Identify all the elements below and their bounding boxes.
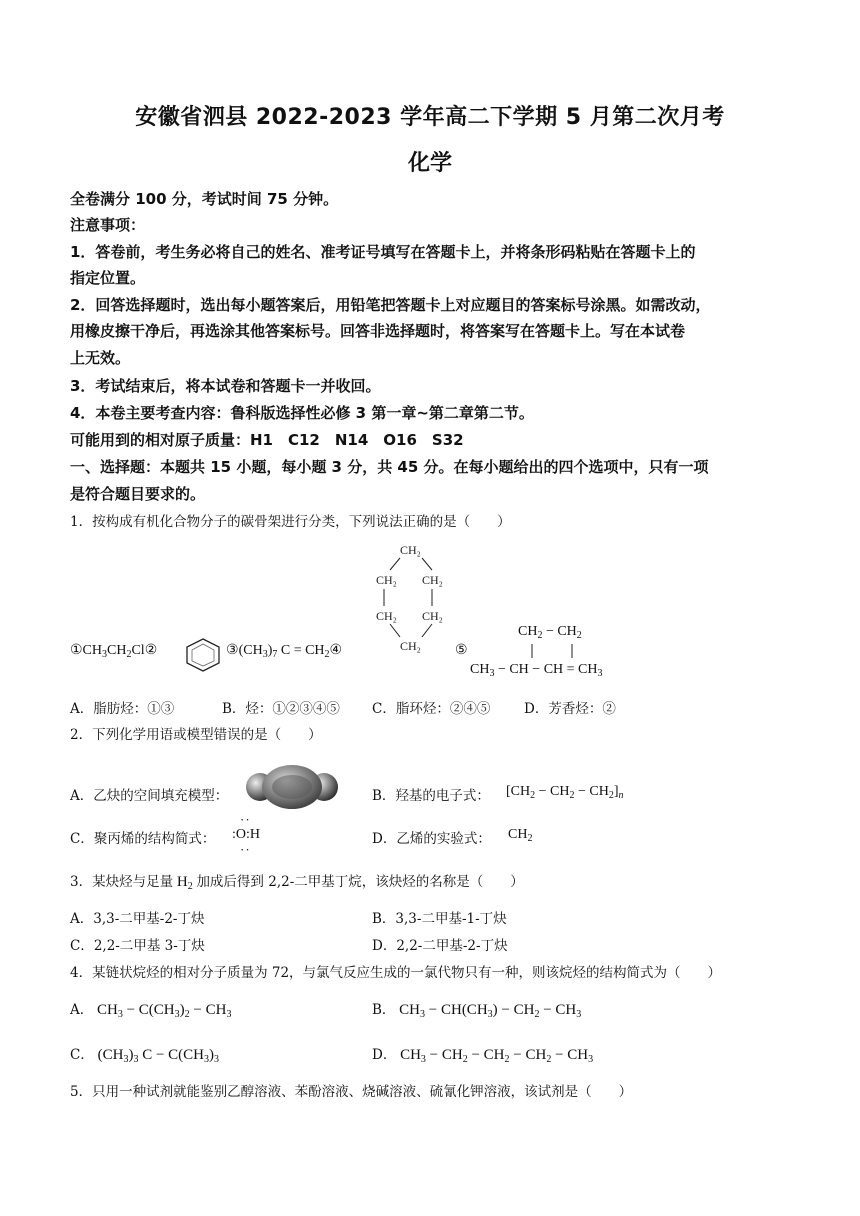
benzene-ring-icon bbox=[183, 636, 223, 672]
notice-1a: 1．答卷前，考生务必将自己的姓名、准考证号填写在答题卡上，并将条形码粘贴在答题卡上的 bbox=[70, 243, 696, 261]
hydroxyl-lewis-structure: :O:H bbox=[232, 827, 260, 842]
polypropylene-formula: $[CH_2 - CH_2 - CH_2]_n$ bbox=[506, 784, 624, 801]
notice-3: 3．考试结束后，将本试卷和答题卡一并收回。 bbox=[70, 377, 381, 395]
ethylene-empirical-formula: $CH_2$ bbox=[508, 827, 533, 844]
notice-2a: 2．回答选择题时，选出每小题答案后，用铅笔把答题卡上对应题目的答案标号涂黑。如需改动， bbox=[70, 296, 711, 314]
q2-option-d: D．乙烯的实验式： bbox=[372, 831, 491, 847]
acetylene-space-filling-model bbox=[244, 758, 340, 816]
subject-title: 化学 bbox=[407, 151, 452, 176]
q2-option-a: A．乙炔的空间填充模型： bbox=[70, 788, 229, 804]
q1-option-d: D．芳香烃：② bbox=[524, 701, 616, 717]
ring-ch2-2: CH₂ bbox=[376, 573, 397, 587]
ring-ch2-1: CH₂ bbox=[400, 543, 421, 557]
ring-ch2-6: CH₂ bbox=[400, 639, 421, 653]
q4-stem: 4．某链状烷烃的相对分子质量为 72，与氯气反应生成的一氯代物只有一种，则该烷烃的结构简式为（ ） bbox=[70, 965, 722, 981]
notice-4: 4．本卷主要考查内容：鲁科版选择性必修 3 第一章~第二章第二节。 bbox=[70, 404, 534, 422]
q3-option-c: C．2,2-二甲基 3-丁炔 bbox=[70, 938, 205, 954]
section1-heading-b: 是符合题目要求的。 bbox=[70, 485, 206, 503]
q1-stem: 1．按构成有机化合物分子的碳骨架进行分类，下列说法正确的是（ ） bbox=[70, 514, 511, 530]
q3-option-d: D．2,2-二甲基-2-丁炔 bbox=[372, 938, 508, 954]
section1-heading-a: 一、选择题：本题共 15 小题，每小题 3 分，共 45 分。在每小题给出的四个选项中，只有一项 bbox=[70, 458, 709, 476]
ring-ch2-5: CH₂ bbox=[422, 609, 443, 623]
q1-item3: $③(CH_3)_7$ $C = CH_2④$ bbox=[226, 643, 343, 660]
notice-2c: 上无效。 bbox=[70, 349, 131, 367]
notice-2b: 用橡皮擦干净后，再选涂其他答案标号。回答非选择题时，将答案写在答题卡上。写在本试卷 bbox=[70, 322, 686, 340]
atomic-mass-line: 可能用到的相对原子质量：H1 C12 N14 O16 S32 bbox=[70, 431, 464, 449]
q1-item5-top: $CH_2 - CH_2$ bbox=[518, 624, 582, 641]
q1-option-a: A．脂肪烃：①③ bbox=[70, 701, 175, 717]
q2-option-b: B．羟基的电子式： bbox=[372, 788, 490, 804]
ring-ch2-3: CH₂ bbox=[422, 573, 443, 587]
q4-option-b: B． $CH_3 - CH(CH_3) - CH_2 - CH_3$ bbox=[372, 1002, 582, 1020]
score-line: 全卷满分 100 分，考试时间 75 分钟。 bbox=[70, 190, 339, 208]
notice-1b: 指定位置。 bbox=[70, 269, 146, 287]
q3-option-a: A．3,3-二甲基-2-丁炔 bbox=[70, 911, 205, 927]
q1-item5-bottom: $CH_3$ − CH − CH = $CH_3$ bbox=[470, 662, 603, 679]
q1-item5-bonds bbox=[520, 642, 600, 660]
q4-option-a: A． $CH_3 - C(CH_3)_2 - CH_3$ bbox=[70, 1002, 232, 1020]
q1-item1: $①CH_3CH_2Cl②$ bbox=[70, 643, 158, 660]
exam-title: 安徽省泗县 2022-2023 学年高二下学期 5 月第二次月考 bbox=[135, 105, 725, 130]
notice-title: 注意事项： bbox=[70, 216, 146, 234]
cyclohexane-diagram bbox=[370, 540, 458, 658]
q4-option-d: D． $CH_3 - CH_2 - CH_2 - CH_2 - CH_3$ bbox=[372, 1047, 594, 1065]
q2-option-c: C．聚丙烯的结构简式： bbox=[70, 831, 216, 847]
q5-stem: 5．只用一种试剂就能鉴别乙醇溶液、苯酚溶液、烧碱溶液、硫氰化钾溶液，该试剂是（ ） bbox=[70, 1084, 633, 1100]
q4-option-c: C． $(CH_3)_3$ $C - C(CH_3)_3$ bbox=[70, 1047, 219, 1065]
lewis-dots-bottom: ·· bbox=[240, 842, 251, 857]
q3-stem: 3．某炔烃与足量 $H_2$ 加成后得到 2,2-二甲基丁烷，该炔烃的名称是（ ） bbox=[70, 874, 524, 892]
q1-option-b: B．烃：①②③④⑤ bbox=[222, 701, 340, 717]
q2-stem: 2．下列化学用语或模型错误的是（ ） bbox=[70, 727, 322, 743]
q3-option-b: B．3,3-二甲基-1-丁炔 bbox=[372, 911, 507, 927]
q1-option-c: C．脂环烃：②④⑤ bbox=[372, 701, 491, 717]
ring-ch2-4: CH₂ bbox=[376, 609, 397, 623]
lewis-dots-top: ·· bbox=[240, 812, 251, 827]
q1-item5-label: ⑤ bbox=[455, 643, 468, 658]
